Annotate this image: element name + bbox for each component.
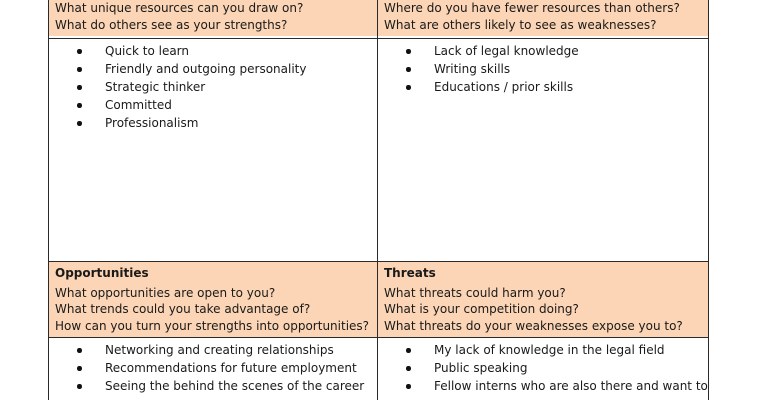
list-item: Recommendations for future employment — [73, 359, 371, 377]
opportunities-body-cell — [49, 338, 378, 400]
list-item: My lack of knowledge in the legal field — [402, 341, 702, 359]
opportunities-header-cell — [49, 262, 378, 338]
threats-question: What is your competition doing? — [384, 302, 579, 316]
weaknesses-question: Where do you have fewer resources than others? — [384, 1, 680, 15]
list-item: Committed — [73, 96, 371, 114]
opportunities-title: Opportunities — [55, 266, 149, 280]
opportunities-question: What opportunities are open to you? — [55, 285, 276, 300]
list-item: Networking and creating relationships — [73, 341, 371, 359]
strengths-header-cell — [49, 0, 378, 39]
strengths-list — [55, 42, 371, 132]
list-item: Friendly and outgoing personality — [73, 60, 371, 78]
opportunities-question: What trends could you take advantage of? — [55, 302, 311, 316]
list-item: Lack of legal knowledge — [402, 42, 702, 60]
strengths-question: What do others see as your strengths? — [55, 17, 288, 32]
threats-header — [378, 262, 708, 337]
weaknesses-body-cell — [378, 39, 709, 262]
threats-list — [384, 341, 708, 395]
list-item: Writing skills — [402, 60, 702, 78]
list-item: Public speaking — [402, 359, 702, 377]
list-item: Strategic thinker — [73, 78, 371, 96]
swot-table — [48, 0, 709, 400]
threats-title: Threats — [384, 266, 436, 280]
list-item: Quick to learn — [73, 42, 371, 60]
opportunities-question: How can you turn your strengths into opportunities? — [55, 318, 370, 333]
opportunities-header — [49, 262, 377, 337]
strengths-question: What unique resources can you draw on? — [55, 1, 304, 15]
weaknesses-header-cell — [378, 0, 709, 39]
weaknesses-list — [384, 42, 702, 96]
weaknesses-question: What are others likely to see as weaknesses? — [384, 17, 657, 32]
threats-question: What threats do your weaknesses expose you to? — [384, 318, 683, 333]
strengths-body-cell — [49, 39, 378, 262]
threats-question: What threats could harm you? — [384, 285, 566, 300]
weaknesses-header — [378, 0, 708, 36]
strengths-header — [49, 0, 377, 36]
list-item: Fellow interns who are also there and want to — [402, 377, 702, 395]
list-item: Educations / prior skills — [402, 78, 702, 96]
threats-body-cell — [378, 338, 709, 400]
list-item: Seeing the behind the scenes of the career — [73, 377, 371, 395]
opportunities-list — [55, 341, 371, 395]
list-item: Professionalism — [73, 114, 371, 132]
threats-header-cell — [378, 262, 709, 338]
